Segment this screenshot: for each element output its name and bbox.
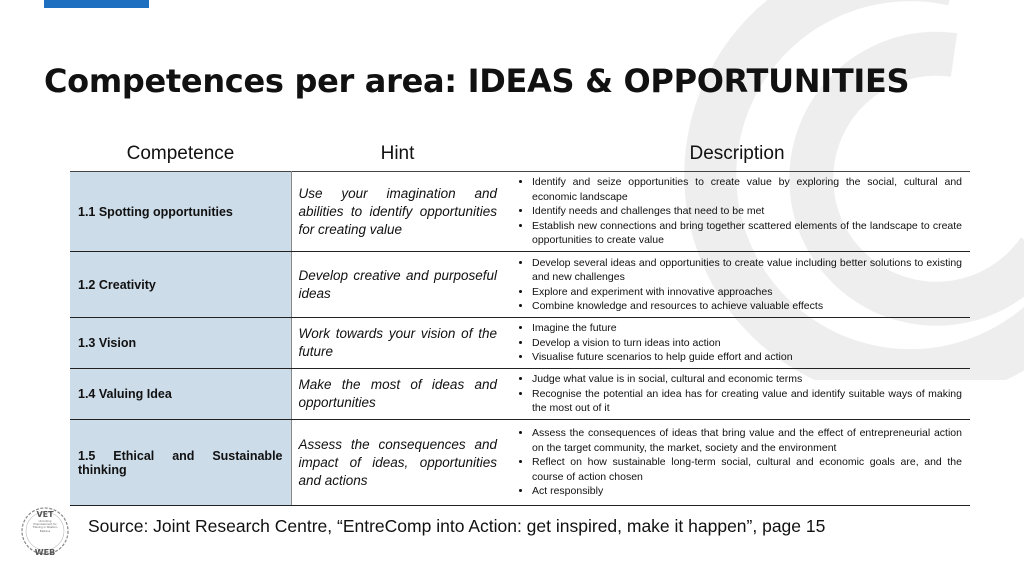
hint-cell: Develop creative and purposeful ideas (291, 252, 504, 318)
competence-cell: 1.4 Valuing Idea (70, 369, 291, 420)
description-cell (504, 252, 970, 318)
description-cell (504, 318, 970, 369)
competence-cell: 1.2 Creativity (70, 252, 291, 318)
competence-cell: 1.3 Vision (70, 318, 291, 369)
header-competence: Competence (126, 143, 235, 164)
logo-bottom-text: WEB (34, 548, 56, 557)
hint-cell: Make the most of ideas and opportunities (291, 369, 504, 420)
header-hint: Hint (380, 143, 415, 164)
page-title: Competences per area: IDEAS & OPPORTUNITIES (44, 62, 910, 100)
competences-table (70, 137, 970, 506)
table-row (70, 369, 970, 420)
source-citation: Source: Joint Research Centre, “EntreComp into Action: get inspired, make it happen”, page 15 (88, 516, 826, 536)
description-item: • Develop several ideas and opportunities to create value including better solutions to existing and new challenges (532, 256, 962, 285)
hint-cell: Work towards your vision of the future (291, 318, 504, 369)
table-row (70, 318, 970, 369)
description-cell (504, 369, 970, 420)
vet-web-logo (18, 503, 72, 557)
table-row (70, 420, 970, 506)
description-cell (504, 420, 970, 506)
description-cell (504, 172, 970, 252)
description-item: • Recognise the potential an idea has for creating value and identify suitable ways of making the most out of it (532, 387, 962, 416)
description-item: • Visualise future scenarios to help guide effort and action (532, 350, 962, 365)
description-item: • Judge what value is in social, cultural and economic terms (532, 372, 962, 387)
accent-bar (44, 0, 149, 8)
table-header-row (70, 137, 970, 171)
description-item: • Identify and seize opportunities to create value by exploring the social, cultural and economic landscape (532, 175, 962, 204)
description-item: • Develop a vision to turn ideas into action (532, 336, 962, 351)
competence-cell: 1.1 Spotting opportunities (70, 172, 291, 252)
hint-cell: Use your imagination and abilities to identify opportunities for creating value (291, 172, 504, 252)
hint-cell: Assess the consequences and impact of ideas, opportunities and actions (291, 420, 504, 506)
logo-top-text: VET (36, 510, 54, 519)
competence-cell: 1.5 Ethical and Sustainable thinking (70, 420, 291, 506)
description-item: • Explore and experiment with innovative approaches (532, 285, 962, 300)
description-item: • Combine knowledge and resources to achieve valuable effects (532, 299, 962, 314)
description-item: • Identify needs and challenges that need to be met (532, 204, 962, 219)
description-item: • Imagine the future (532, 321, 962, 336)
competences-grid (70, 171, 970, 506)
logo-middle-text: Unlocking Empowerment for Training in Western Balkans (32, 520, 58, 533)
description-item: • Reflect on how sustainable long-term social, cultural and economic goals are, and the course of action chosen (532, 455, 962, 484)
description-item: • Establish new connections and bring together scattered elements of the landscape to create opportunities to create value (532, 219, 962, 248)
description-item: • Assess the consequences of ideas that bring value and the effect of entrepreneurial action on the target community, the market, society and the environment (532, 426, 962, 455)
header-description: Description (689, 143, 785, 164)
table-row (70, 252, 970, 318)
description-item: • Act responsibly (532, 484, 962, 499)
table-row (70, 172, 970, 252)
